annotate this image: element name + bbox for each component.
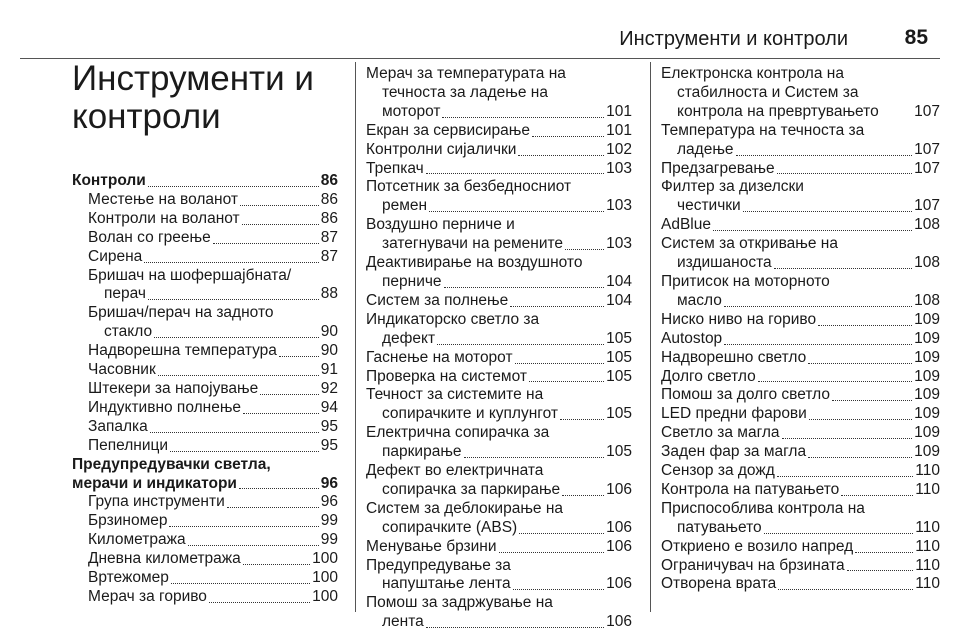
toc-entry-text: стабилноста и Систем за: [677, 83, 859, 101]
toc-entry-label: Екран за сервисирање: [366, 121, 531, 139]
toc-entry[interactable]: [72, 399, 338, 418]
toc-page-number: 109: [914, 348, 940, 366]
toc-page-number: 109: [914, 386, 940, 404]
toc-page-number: 109: [914, 443, 940, 461]
toc-leader-dots: [260, 394, 319, 395]
toc-leader-dots: [188, 545, 319, 546]
toc-entry[interactable]: [366, 197, 632, 216]
toc-entry[interactable]: [661, 462, 940, 481]
toc-leader-dots: [150, 432, 319, 433]
toc-entry-text: Предупредувачки светла,: [72, 455, 271, 473]
toc-page-number: 105: [606, 367, 632, 385]
toc-leader-dots: [841, 495, 913, 496]
toc-entry-text: Предупредување за: [366, 556, 511, 574]
toc-entry-label: сопирачка за паркирање: [382, 480, 561, 498]
toc-entry[interactable]: [72, 323, 338, 342]
toc-entry-text: Течност за системите на: [366, 386, 544, 404]
toc-entry-label: Сирена: [88, 247, 143, 265]
toc-leader-dots: [881, 117, 912, 118]
toc-leader-dots: [855, 552, 913, 553]
toc-entry[interactable]: [72, 191, 338, 210]
toc-leader-dots: [736, 155, 913, 156]
toc-entry-text: Мерач за температурата на: [366, 65, 566, 82]
toc-entry-text: Температура на течноста за: [661, 121, 865, 139]
toc-leader-dots: [808, 457, 912, 458]
toc-entry[interactable]: [661, 254, 940, 273]
toc-page-number: 103: [606, 235, 632, 253]
toc-leader-dots: [777, 173, 913, 174]
toc-entry[interactable]: [366, 405, 632, 424]
toc-page-number: 100: [312, 587, 338, 605]
toc-entry-text: Приспособлива контрола на: [661, 499, 865, 517]
toc-page-number: 95: [320, 417, 338, 435]
toc-page-number: 101: [606, 121, 632, 139]
toc-entry-text: Систем за деблокирање на: [366, 499, 564, 517]
column-divider: [355, 62, 356, 612]
toc-page-number: 88: [320, 285, 338, 303]
toc-entry[interactable]: [72, 531, 338, 550]
toc-entry[interactable]: [72, 380, 338, 399]
toc-leader-dots: [227, 507, 319, 508]
toc-leader-dots: [444, 287, 605, 288]
toc-page-number: 108: [914, 291, 940, 309]
toc-entry-label: Контроли на воланот: [88, 209, 240, 227]
toc-page-number: 110: [915, 518, 940, 536]
toc-entry[interactable]: [366, 519, 632, 538]
toc-entry-label: честички: [677, 197, 741, 215]
toc-entry-label: Проверка на системот: [366, 367, 527, 385]
toc-leader-dots: [565, 249, 604, 250]
toc-entry[interactable]: [661, 311, 940, 330]
toc-entry[interactable]: [366, 141, 632, 160]
toc-entry-label: AdBlue: [661, 216, 711, 234]
toc-entry[interactable]: [72, 437, 338, 456]
toc-entry-label: сопирачките (ABS): [382, 518, 518, 536]
toc-entry-label: Индуктивно полнење: [88, 398, 242, 416]
toc-entry-label: Надворешно светло: [661, 348, 807, 366]
toc-entry[interactable]: [72, 229, 338, 248]
toc-entry-label: Местење на воланот: [88, 190, 238, 208]
toc-entry[interactable]: [661, 575, 940, 594]
toc-entry-label: стакло: [104, 323, 153, 341]
toc-entry[interactable]: [366, 292, 632, 311]
toc-page-number: 103: [606, 159, 632, 177]
toc-leader-dots: [758, 381, 912, 382]
toc-leader-dots: [426, 627, 604, 628]
toc-entry-label: ладење: [677, 140, 734, 158]
toc-page-number: 106: [606, 518, 632, 536]
toc-entry[interactable]: [366, 481, 632, 500]
toc-column-2: [366, 65, 632, 632]
toc-entry-label: затегнувачи на ремените: [382, 235, 564, 253]
toc-entry-label: лента: [382, 613, 424, 631]
toc-entry-text: Систем за откривање на: [661, 235, 838, 253]
toc-entry-text: Филтер за дизелски: [661, 178, 804, 196]
toc-page-number: 96: [320, 474, 338, 492]
toc-page-number: 91: [320, 361, 338, 379]
toc-page-number: 109: [914, 329, 940, 347]
toc-leader-dots: [213, 243, 319, 244]
toc-entry-text: Дефект во електричната: [366, 462, 544, 480]
toc-leader-dots: [809, 419, 912, 420]
toc-entry[interactable]: [72, 569, 338, 588]
toc-entry-label: Отворена врата: [661, 575, 777, 593]
toc-entry[interactable]: [72, 588, 338, 607]
toc-page-number: 107: [914, 197, 940, 215]
chapter-title-line: контроли: [72, 97, 221, 136]
toc-page-number: 95: [320, 436, 338, 454]
toc-entry-label: Дневна километража: [88, 550, 241, 568]
toc-entry-label: LED предни фарови: [661, 405, 807, 423]
toc-entry-text: Електронска контрола на: [661, 65, 844, 82]
toc-entry-label: Група инструменти: [88, 493, 225, 511]
toc-entry-label: перниче: [382, 272, 442, 290]
toc-entry[interactable]: [661, 160, 940, 179]
toc-entry[interactable]: [366, 349, 632, 368]
toc-entry-label: Брзиномер: [88, 512, 168, 530]
toc-leader-dots: [239, 488, 319, 489]
toc-page-number: 107: [914, 140, 940, 158]
toc-page-number: 106: [606, 613, 632, 631]
toc-page-number: 106: [606, 480, 632, 498]
toc-page-number: 99: [320, 531, 338, 549]
toc-entry-label: напуштање лента: [382, 575, 511, 593]
toc-entry[interactable]: [72, 210, 338, 229]
toc-page-number: 109: [914, 424, 940, 442]
toc-entry-text: Воздушно перниче и: [366, 216, 515, 234]
toc-leader-dots: [242, 224, 319, 225]
toc-entry[interactable]: [661, 519, 940, 538]
toc-entry-text: Бришач/перач на задното: [88, 304, 274, 322]
toc-entry[interactable]: [661, 386, 940, 405]
toc-entry-label: Долго светло: [661, 367, 756, 385]
toc-leader-dots: [519, 533, 604, 534]
toc-entry-label: Гаснење на моторот: [366, 348, 513, 366]
toc-leader-dots: [279, 356, 319, 357]
toc-entry[interactable]: [661, 557, 940, 576]
toc-page-number: 105: [606, 443, 632, 461]
toc-entry-label: Контролни сијалички: [366, 140, 517, 158]
toc-entry[interactable]: [366, 122, 632, 141]
toc-entry-label: Autostop: [661, 329, 723, 347]
toc-entry-text: Електрична сопирачка за: [366, 424, 550, 442]
toc-page-number: 104: [606, 291, 632, 309]
toc-entry[interactable]: [366, 103, 632, 122]
toc-leader-dots: [818, 325, 912, 326]
toc-entry-label: Систем за полнење: [366, 291, 509, 309]
toc-leader-dots: [154, 337, 319, 338]
toc-leader-dots: [209, 602, 310, 603]
running-title: Инструменти и контроли: [619, 28, 848, 50]
toc-entry[interactable]: [661, 141, 940, 160]
toc-entry-label: Контрола на патувањето: [661, 480, 840, 498]
toc-page-number: 86: [320, 190, 338, 208]
toc-page-number: 100: [312, 569, 338, 587]
toc-page-number: 105: [606, 348, 632, 366]
toc-entry-label: Помош за долго светло: [661, 386, 830, 404]
toc-entry-label: Запалка: [88, 417, 148, 435]
toc-leader-dots: [499, 552, 605, 553]
toc-page-number: 99: [320, 512, 338, 530]
toc-leader-dots: [442, 117, 604, 118]
toc-page-number: 86: [320, 209, 338, 227]
toc-leader-dots: [464, 457, 605, 458]
toc-entry-label: Ниско ниво на гориво: [661, 310, 817, 328]
toc-page-number: 109: [914, 367, 940, 385]
toc-entry-label: Контроли: [72, 172, 146, 189]
toc-leader-dots: [777, 476, 913, 477]
toc-page-number: 110: [915, 462, 940, 480]
toc-page-number: 87: [320, 247, 338, 265]
toc-page-number: 103: [606, 197, 632, 215]
toc-entry-text: Притисок на моторното: [661, 272, 830, 290]
toc-entry-label: Менување брзини: [366, 537, 497, 555]
toc-entry-label: Предзагревање: [661, 159, 775, 177]
toc-entry[interactable]: [72, 418, 338, 437]
toc-page-number: 104: [606, 272, 632, 290]
toc-page-number: 110: [915, 537, 940, 555]
toc-entry-label: патувањето: [677, 518, 762, 536]
toc-leader-dots: [743, 211, 912, 212]
toc-entry-label: Волан со греење: [88, 228, 211, 246]
toc-entry-label: Ограничувач на брзината: [661, 556, 845, 574]
column-divider: [650, 62, 651, 612]
toc-entry[interactable]: [72, 248, 338, 267]
toc-page-number: 87: [320, 228, 338, 246]
toc-entry-label: Сензор за дожд: [661, 462, 775, 480]
toc-entry-text: Деактивирање на воздушното: [366, 254, 583, 272]
toc-entry[interactable]: [661, 538, 940, 557]
toc-leader-dots: [774, 268, 912, 269]
toc-entry[interactable]: [661, 292, 940, 311]
toc-leader-dots: [426, 173, 604, 174]
toc-page-number: 90: [320, 323, 338, 341]
toc-entry[interactable]: [72, 512, 338, 531]
toc-entry-label: перач: [104, 285, 146, 303]
toc-leader-dots: [518, 155, 604, 156]
toc-entry[interactable]: [72, 493, 338, 512]
toc-page-number: 110: [915, 556, 940, 574]
toc-entry-text: Бришач на шофершајбната/: [88, 266, 292, 284]
toc-entry-label: издишаноста: [677, 254, 772, 272]
toc-page-number: 101: [606, 102, 632, 120]
toc-leader-dots: [148, 299, 319, 300]
toc-entry[interactable]: [366, 443, 632, 462]
toc-entry-label: ремен: [382, 197, 428, 215]
toc-entry-label: Мерач за гориво: [88, 587, 207, 605]
toc-entry[interactable]: [661, 349, 940, 368]
toc-leader-dots: [429, 211, 604, 212]
toc-entry[interactable]: [366, 368, 632, 387]
toc-entry[interactable]: [661, 424, 940, 443]
toc-leader-dots: [437, 344, 604, 345]
toc-entry[interactable]: [72, 285, 338, 304]
toc-entry[interactable]: [366, 538, 632, 557]
toc-leader-dots: [808, 363, 912, 364]
toc-entry[interactable]: [661, 216, 940, 235]
toc-entry-label: Светло за магла: [661, 424, 780, 442]
toc-page-number: 107: [914, 159, 940, 177]
toc-page-number: 107: [914, 102, 940, 120]
toc-leader-dots: [170, 451, 319, 452]
toc-entry[interactable]: [661, 103, 940, 122]
toc-entry[interactable]: [661, 405, 940, 424]
running-header: [20, 22, 940, 56]
toc-entry-label: Надворешна температура: [88, 342, 277, 360]
toc-page-number: 96: [320, 493, 338, 511]
toc-leader-dots: [724, 344, 912, 345]
page-number: 85: [904, 26, 928, 49]
toc-entry-label: паркирање: [382, 443, 462, 461]
toc-entry-label: Пепелници: [88, 436, 169, 454]
toc-leader-dots: [532, 136, 604, 137]
toc-leader-dots: [562, 495, 604, 496]
toc-leader-dots: [515, 363, 605, 364]
toc-page-number: 86: [320, 172, 338, 189]
toc-entry-text: Индикаторско светло за: [366, 310, 540, 328]
toc-page-number: 94: [320, 398, 338, 416]
toc-entry-label: Километража: [88, 531, 186, 549]
toc-leader-dots: [847, 570, 914, 571]
toc-entry-text: Потсетник за безбедносниот: [366, 178, 572, 196]
toc-page-number: 110: [915, 480, 940, 498]
toc-entry-label: Часовник: [88, 361, 156, 379]
toc-leader-dots: [148, 186, 319, 187]
toc-leader-dots: [724, 306, 912, 307]
toc-entry[interactable]: [72, 550, 338, 569]
toc-entry-label: Трепкач: [366, 159, 424, 177]
toc-page-number: 92: [320, 379, 338, 397]
toc-page-number: 109: [914, 310, 940, 328]
toc-leader-dots: [243, 413, 319, 414]
toc-leader-dots: [144, 262, 318, 263]
toc-entry[interactable]: [366, 613, 632, 632]
toc-column-3: [661, 65, 940, 594]
toc-page-number: 105: [606, 405, 632, 423]
toc-entry[interactable]: [72, 361, 338, 380]
toc-entry-text: Помош за задржување на: [366, 594, 553, 612]
toc-page-number: 105: [606, 329, 632, 347]
toc-page-number: 110: [915, 575, 940, 593]
chapter-title: [72, 60, 352, 136]
toc-entry-label: Откриено е возило напред: [661, 537, 854, 555]
toc-entry[interactable]: [661, 368, 940, 387]
toc-page-number: 106: [606, 537, 632, 555]
toc-leader-dots: [713, 230, 912, 231]
toc-entry[interactable]: [366, 330, 632, 349]
toc-entry-label: масло: [677, 291, 722, 309]
toc-leader-dots: [778, 589, 913, 590]
toc-entry[interactable]: [366, 160, 632, 179]
toc-leader-dots: [240, 205, 319, 206]
toc-entry-label: мерачи и индикатори: [72, 474, 237, 492]
toc-leader-dots: [510, 306, 604, 307]
toc-entry-label: моторот: [382, 102, 441, 120]
toc-leader-dots: [171, 583, 310, 584]
toc-leader-dots: [832, 400, 912, 401]
chapter-title-line: Инструменти и: [72, 59, 314, 98]
toc-entry[interactable]: [366, 235, 632, 254]
toc-leader-dots: [560, 419, 604, 420]
toc-page-number: 109: [914, 405, 940, 423]
toc-leader-dots: [169, 526, 318, 527]
toc-entry[interactable]: [661, 330, 940, 349]
toc-entry-label: Заден фар за магла: [661, 443, 807, 461]
toc-entry[interactable]: [72, 342, 338, 361]
toc-leader-dots: [513, 589, 605, 590]
toc-page-number: 102: [606, 140, 632, 158]
toc-page-number: 100: [312, 550, 338, 568]
toc-leader-dots: [243, 564, 310, 565]
toc-page-number: 108: [914, 254, 940, 272]
toc-entry-label: Вртежомер: [88, 569, 169, 587]
toc-leader-dots: [529, 381, 604, 382]
toc-page-number: 108: [914, 216, 940, 234]
toc-leader-dots: [782, 438, 913, 439]
toc-entry-label: сопирачките и куплунгот: [382, 405, 558, 423]
toc-entry-label: дефект: [382, 329, 436, 347]
toc-entry[interactable]: [72, 475, 338, 494]
toc-page-number: 90: [320, 342, 338, 360]
toc-page-number: 106: [606, 575, 632, 593]
toc-entry[interactable]: [72, 172, 338, 191]
toc-entry-text: течноста за ладење на: [382, 83, 548, 101]
toc-leader-dots: [158, 375, 319, 376]
toc-entry[interactable]: [661, 197, 940, 216]
toc-column-1: [72, 172, 338, 607]
toc-leader-dots: [764, 533, 914, 534]
toc-entry[interactable]: [661, 481, 940, 500]
toc-entry[interactable]: [366, 575, 632, 594]
toc-entry-label: контрола на превртувањето: [677, 102, 879, 120]
toc-entry[interactable]: [661, 443, 940, 462]
toc-entry[interactable]: [366, 273, 632, 292]
toc-entry-label: Штекери за напојување: [88, 379, 259, 397]
